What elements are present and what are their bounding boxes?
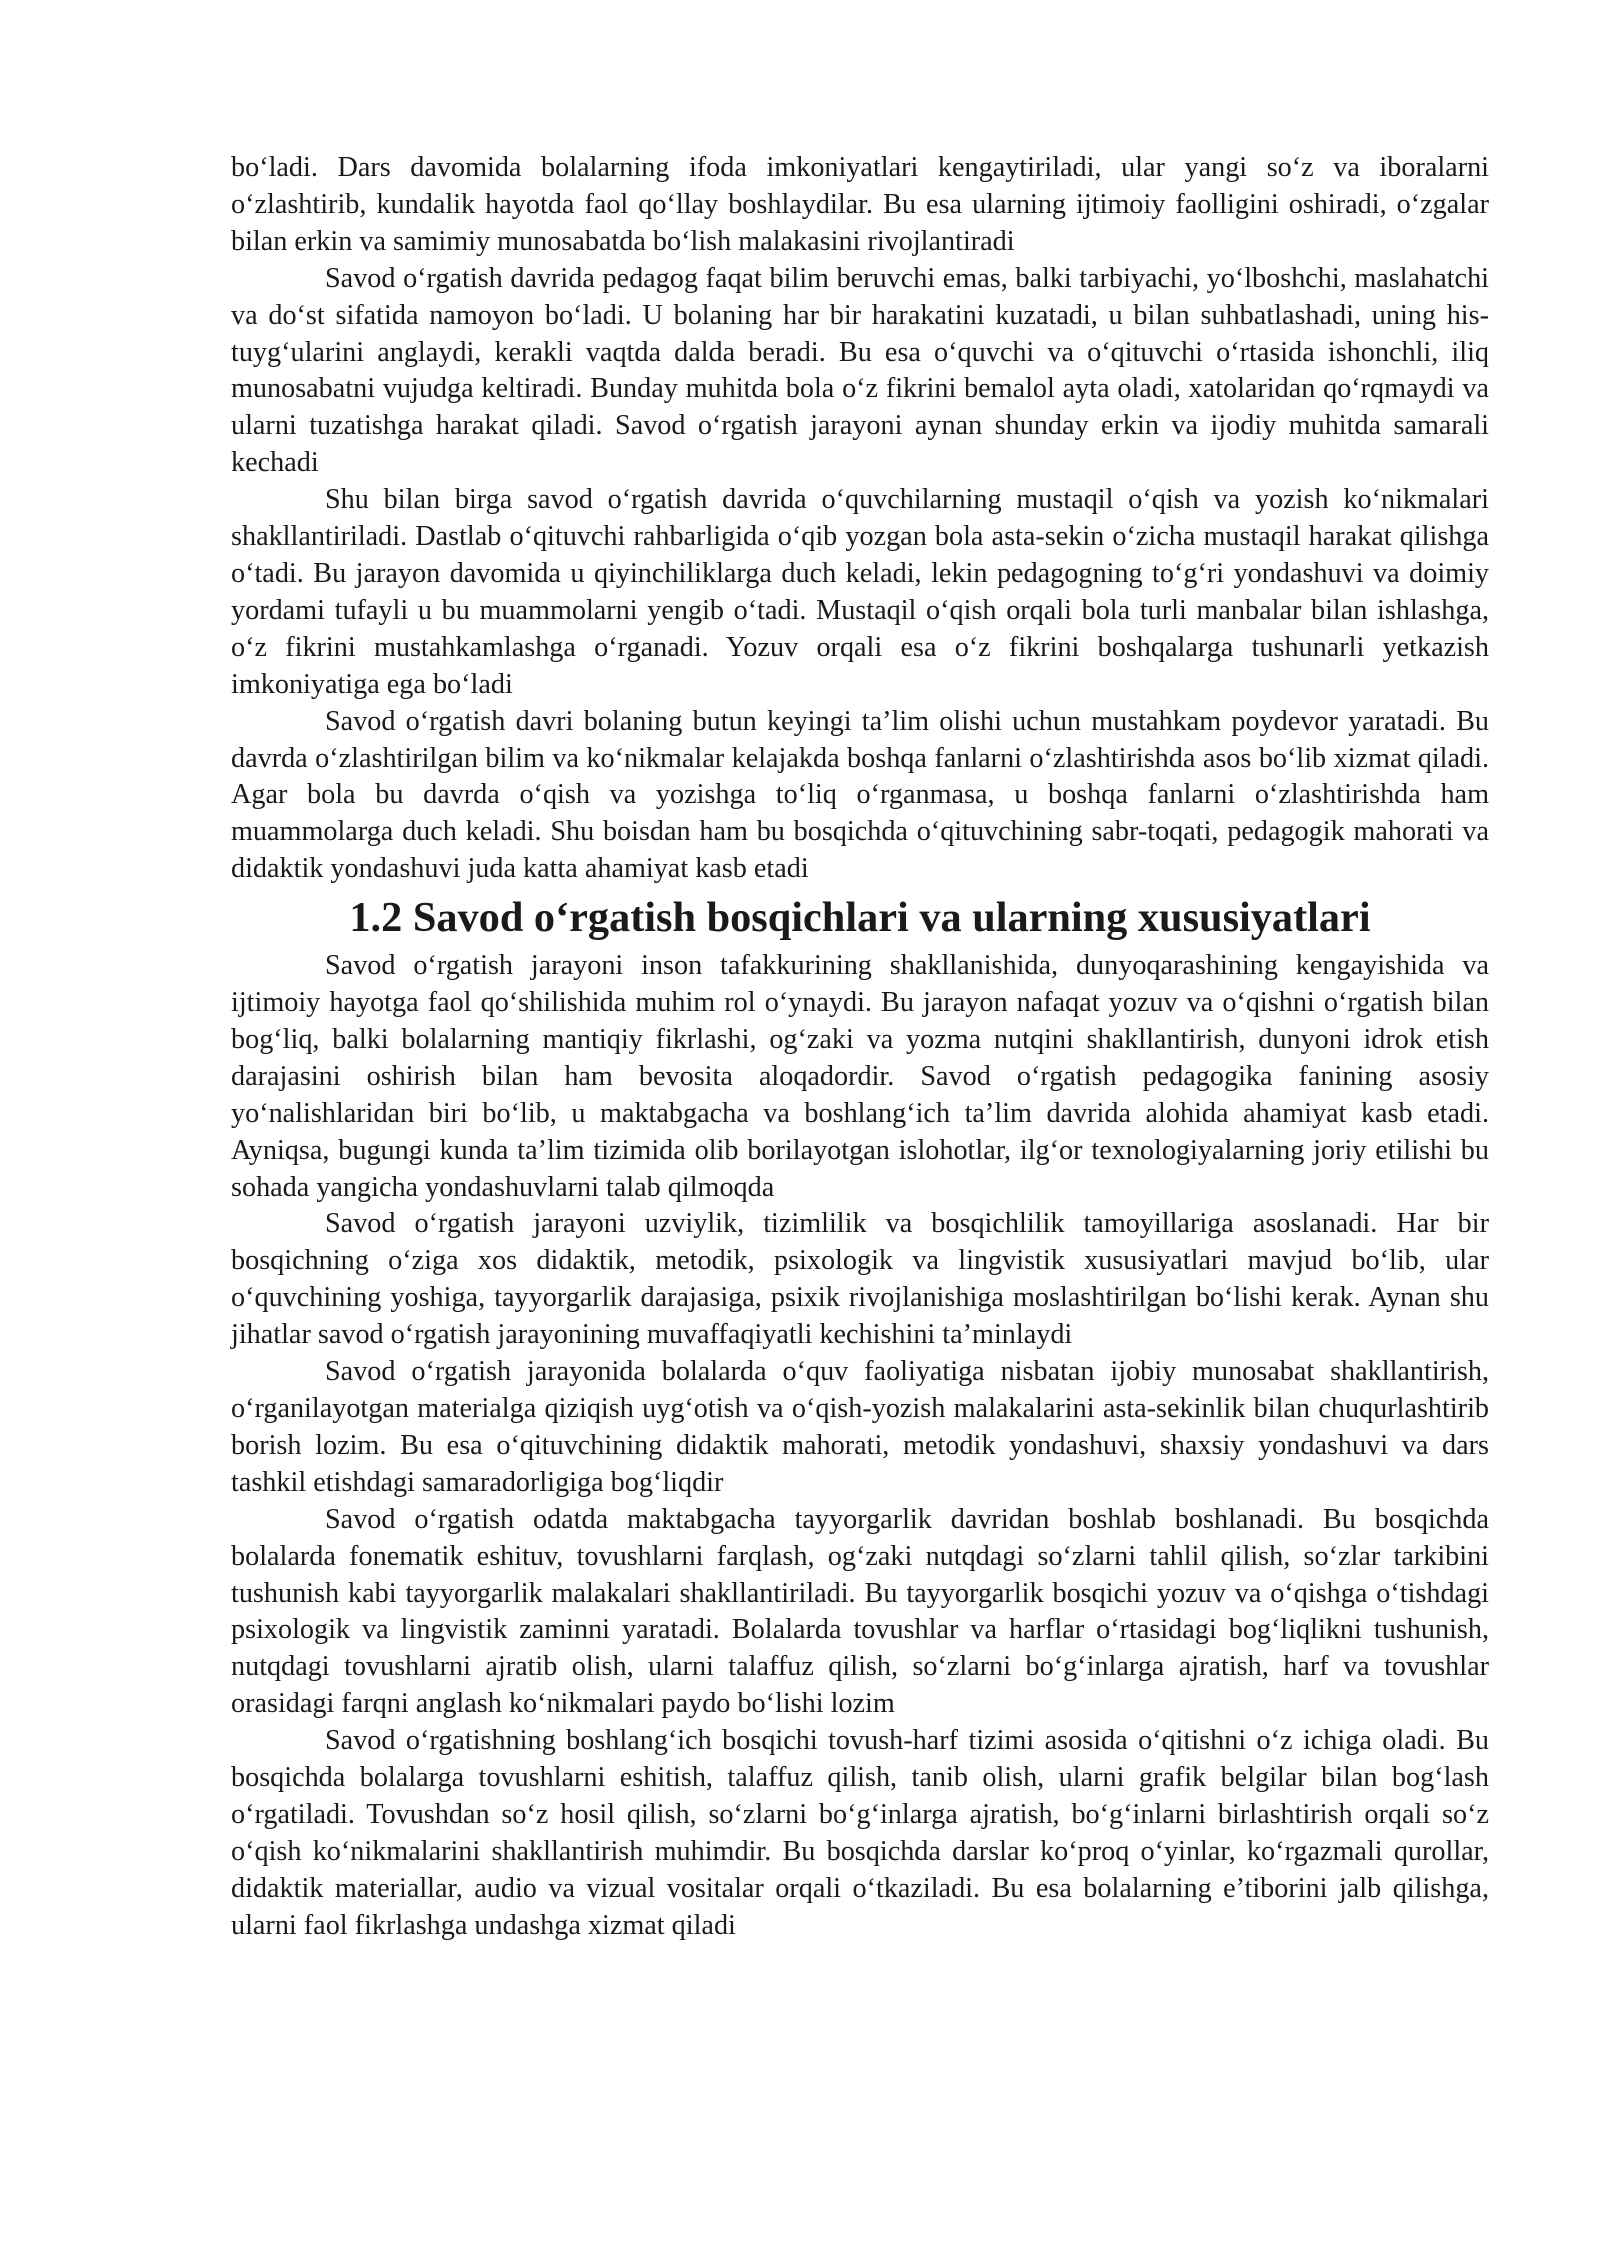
paragraph: Savod o‘rgatish davrida pedagog faqat bilim beruvchi emas, balki tarbiyachi, yo‘lboshchi, maslahatchi va do‘st sifatida namoyon bo‘ladi. U bolaning har bir harakatini kuzatadi, u bilan suhbatlashadi, uning his-tuyg‘ularini anglaydi, kerakli vaqtda dalda beradi. Bu esa o‘quvchi va o‘qituvchi o‘rtasida ishonchli, iliq munosabatni vujudga keltiradi. Bunday muhitda bola o‘z fikrini bemalol ayta oladi, xatolaridan qo‘rqmaydi va ularni tuzatishga harakat qiladi. Savod o‘rgatish jarayoni aynan shunday erkin va ijodiy muhitda samarali kechadi [231, 262, 1489, 479]
document-page [231, 150, 1489, 1945]
paragraph: Savod o‘rgatish jarayonida bolalarda o‘quv faoliyatiga nisbatan ijobiy munosabat shakllantirish, o‘rganilayotgan materialga qiziqish uyg‘otish va o‘qish-yozish malakalarini asta-sekinlik bilan chuqurlashtirib borish lozim. Bu esa o‘qituvchining didaktik mahorati, metodik yondashuvi, shaxsiy yondashuvi va dars tashkil etishdagi samaradorligiga bog‘liqdir [231, 1356, 1489, 1498]
paragraph: Savod o‘rgatish davri bolaning butun keyingi ta’lim olishi uchun mustahkam poydevor yaratadi. Bu davrda o‘zlashtirilgan bilim va ko‘nikmalar kelajakda boshqa fanlarni o‘zlashtirishda asos bo‘lib xizmat qiladi. Agar bola bu davrda o‘qish va yozishga to‘liq o‘rganmasa, u boshqa fanlarni o‘zlashtirishda ham muammolarga duch keladi. Shu boisdan ham bu bosqichda o‘qituvchining sabr-toqati, pedagogik mahorati va didaktik yondashuvi juda katta ahamiyat kasb etadi [231, 705, 1489, 885]
paragraph: Savod o‘rgatishning boshlang‘ich bosqichi tovush-harf tizimi asosida o‘qitishni o‘z ichiga oladi. Bu bosqichda bolalarga tovushlarni eshitish, talaffuz qilish, tanib olish, ularni grafik belgilar bilan bog‘lash o‘rgatiladi. Tovushdan so‘z hosil qilish, so‘zlarni bo‘g‘inlarga ajratish, bo‘g‘inlarni birlashtirish orqali so‘z o‘qish ko‘nikmalarini shakllantirish muhimdir. Bu bosqichda darslar ko‘proq o‘yinlar, ko‘rgazmali qurollar, didaktik materiallar, audio va vizual vositalar orqali o‘tkaziladi. Bu esa bolalarning e’tiborini jalb qilishga, ularni faol fikrlashga undashga xizmat qiladi [231, 1725, 1489, 1941]
paragraph: Savod o‘rgatish jarayoni uzviylik, tizimlilik va bosqichlilik tamoyillariga asoslanadi. Har bir bosqichning o‘ziga xos didaktik, metodik, psixologik va lingvistik xususiyatlari mavjud bo‘lib, ular o‘quvchining yoshiga, tayyorgarlik darajasiga, psixik rivojlanishiga moslashtirilgan bo‘lishi kerak. Aynan shu jihatlar savod o‘rgatish jarayonining muvaffaqiyatli kechishini ta’minlaydi [231, 1208, 1489, 1351]
section-heading: 1.2 Savod o‘rgatish bosqichlari va ularning xususiyatlari [349, 894, 1371, 942]
paragraph: Savod o‘rgatish jarayoni inson tafakkurining shakllanishida, dunyoqarashining kengayishida va ijtimoiy hayotga faol qo‘shilishida muhim rol o‘ynaydi. Bu jarayon nafaqat yozuv va o‘qishni o‘rgatish bilan bog‘liq, balki bolalarning mantiqiy fikrlashi, og‘zaki va yozma nutqini shakllantirish, dunyoni idrok etish darajasini oshirish bilan ham bevosita aloqadordir. Savod o‘rgatish pedagogika fanining asosiy yo‘nalishlaridan biri bo‘lib, u maktabgacha va boshlang‘ich ta’lim davrida alohida ahamiyat kasb etadi. Ayniqsa, bugungi kunda ta’lim tizimida olib borilayotgan islohotlar, ilg‘or texnologiyalarning joriy etilishi bu sohada yangicha yondashuvlarni talab qilmoqda [231, 950, 1489, 1203]
paragraph: Savod o‘rgatish odatda maktabgacha tayyorgarlik davridan boshlab boshlanadi. Bu bosqichda bolalarda fonematik eshituv, tovushlarni farqlash, og‘zaki nutqdagi so‘zlarni tahlil qilish, so‘zlar tarkibini tushunish kabi tayyorgarlik malakalari shakllantiriladi. Bu tayyorgarlik bosqichi yozuv va o‘qishga o‘tishdagi psixologik va lingvistik zaminni yaratadi. Bolalarda tovushlar va harflar o‘rtasidagi bog‘liqlikni tushunish, nutqdagi tovushlarni ajratib olish, ularni talaffuz qilish, so‘zlarni bo‘g‘inlarga ajratish, harf va tovushlar orasidagi farqni anglash ko‘nikmalari paydo bo‘lishi lozim [231, 1503, 1489, 1720]
paragraph: bo‘ladi. Dars davomida bolalarning ifoda imkoniyatlari kengaytiriladi, ular yangi so‘z va iboralarni o‘zlashtirib, kundalik hayotda faol qo‘llay boshlaydilar. Bu esa ularning ijtimoiy faolligini oshiradi, o‘zgalar bilan erkin va samimiy munosabatda bo‘lish malakasini rivojlantiradi [231, 152, 1489, 257]
paragraph: Shu bilan birga savod o‘rgatish davrida o‘quvchilarning mustaqil o‘qish va yozish ko‘nikmalari shakllantiriladi. Dastlab o‘qituvchi rahbarligida o‘qib yozgan bola asta-sekin o‘zicha mustaqil harakat qilishga o‘tadi. Bu jarayon davomida u qiyinchiliklarga duch keladi, lekin pedagogning to‘g‘ri yondashuvi va doimiy yordami tufayli u bu muammolarni yengib o‘tadi. Mustaqil o‘qish orqali bola turli manbalar bilan ishlashga, o‘z fikrini mustahkamlashga o‘rganadi. Yozuv orqali esa o‘z fikrini boshqalarga tushunarli yetkazish imkoniyatiga ega bo‘ladi [231, 484, 1489, 700]
